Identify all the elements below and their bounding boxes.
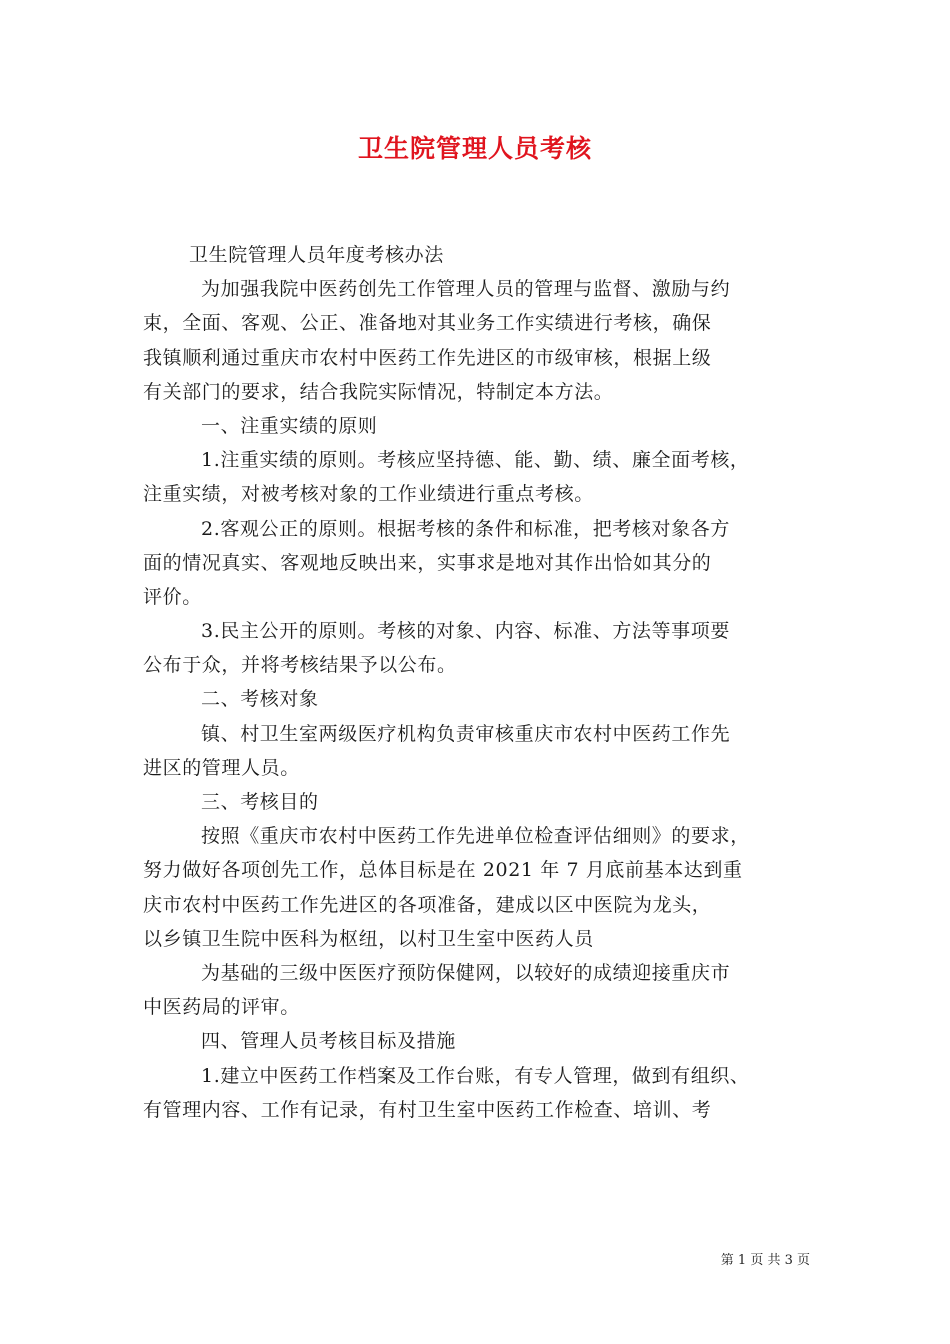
body-line: 努力做好各项创先工作，总体目标是在 2021 年 7 月底前基本达到重 (143, 859, 743, 882)
body-line: 有关部门的要求，结合我院实际情况，特制定本方法。 (143, 380, 614, 403)
body-line: 以乡镇卫生院中医科为枢纽，以村卫生室中医药人员 (143, 927, 594, 950)
body-line: 1.建立中医药工作档案及工作台账，有专人管理，做到有组织、 (201, 1064, 750, 1087)
body-line: 四、管理人员考核目标及措施 (201, 1030, 456, 1053)
document-title: 卫生院管理人员考核 (357, 134, 592, 163)
body-line: 1.注重实绩的原则。考核应坚持德、能、勤、绩、廉全面考核， (201, 449, 750, 472)
body-line: 3.民主公开的原则。考核的对象、内容、标准、方法等事项要 (201, 620, 730, 643)
body-line: 中医药局的评审。 (143, 996, 300, 1019)
body-line: 三、考核目的 (201, 791, 319, 813)
body-line: 一、注重实绩的原则 (201, 414, 378, 437)
body-line: 注重实绩，对被考核对象的工作业绩进行重点考核。 (143, 483, 594, 506)
body-line: 庆市农村中医药工作先进区的各项准备，建成以区中医院为龙头， (143, 893, 712, 916)
body-line: 按照《重庆市农村中医药工作先进单位检查评估细则》的要求， (201, 825, 750, 848)
body-line: 我镇顺利通过重庆市农村中医药工作先进区的市级审核，根据上级 (143, 346, 712, 369)
body-line: 面的情况真实、客观地反映出来，实事求是地对其作出恰如其分的 (143, 551, 712, 574)
body-line: 进区的管理人员。 (143, 756, 300, 779)
body-line: 有管理内容、工作有记录，有村卫生室中医药工作检查、培训、考 (143, 1098, 712, 1121)
document-body (143, 238, 811, 1127)
body-line: 卫生院管理人员年度考核办法 (189, 244, 444, 266)
body-line: 束，全面、客观、公正、准备地对其业务工作实绩进行考核，确保 (143, 312, 712, 335)
body-line: 二、考核对象 (201, 688, 319, 711)
body-line: 为加强我院中医药创先工作管理人员的管理与监督、激励与约 (201, 278, 731, 301)
body-line: 评价。 (143, 585, 202, 608)
body-line: 公布于众，并将考核结果予以公布。 (143, 654, 457, 677)
body-line: 2.客观公正的原则。根据考核的条件和标准，把考核对象各方 (201, 517, 730, 540)
body-line: 镇、村卫生室两级医疗机构负责审核重庆市农村中医药工作先 (201, 722, 731, 745)
body-line: 为基础的三级中医医疗预防保健网，以较好的成绩迎接重庆市 (201, 961, 731, 984)
page-number: 第 1 页 共 3 页 (720, 1253, 810, 1268)
